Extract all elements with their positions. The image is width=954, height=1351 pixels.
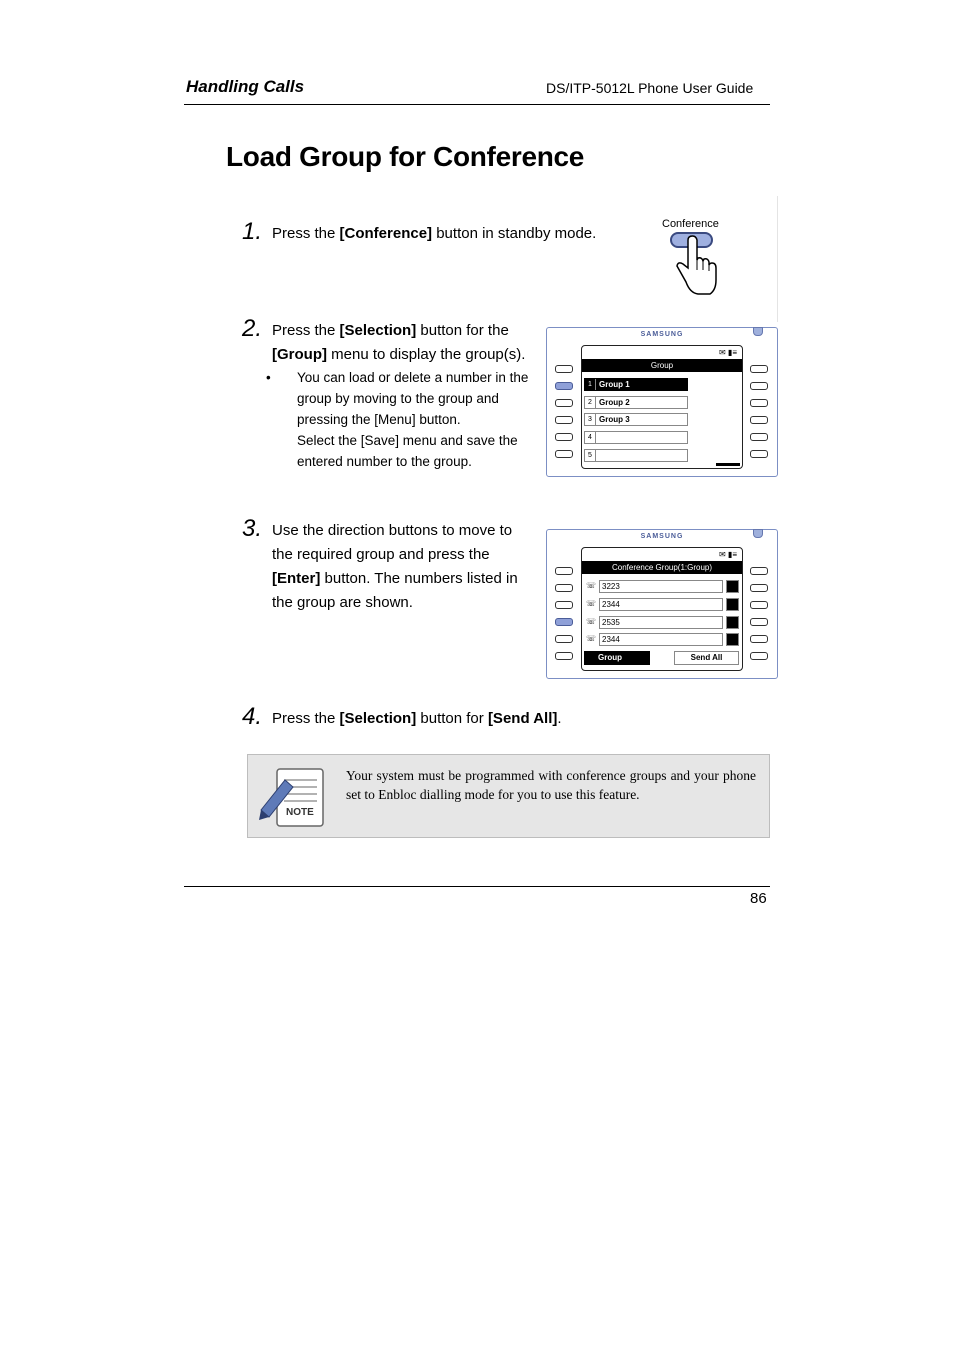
right-soft-button[interactable] [750, 365, 768, 373]
right-soft-button[interactable] [750, 567, 768, 575]
section-title: Handling Calls [186, 77, 305, 96]
left-soft-button[interactable] [555, 618, 573, 626]
page-title: Load Group for Conference [226, 141, 585, 172]
number-row[interactable]: 2344 [599, 633, 723, 646]
phone-display-group [546, 327, 778, 477]
right-soft-button[interactable] [750, 399, 768, 407]
conference-button-illustration [650, 216, 740, 300]
phone-book-icon: ☏ [586, 617, 597, 626]
phone-book-icon: ☏ [586, 599, 597, 608]
status-icons: ✉ ▮≡ [719, 348, 737, 357]
left-soft-button[interactable] [555, 382, 573, 390]
left-soft-button[interactable] [555, 416, 573, 424]
lcd-screen [581, 345, 743, 469]
bullet-dot: • [266, 370, 271, 385]
led-indicator [753, 529, 763, 538]
check-box[interactable] [726, 633, 739, 646]
number-row[interactable]: 2344 [599, 598, 723, 611]
right-soft-button[interactable] [750, 652, 768, 660]
lcd-screen [581, 547, 743, 671]
number-row[interactable]: 3223 [599, 580, 723, 593]
left-soft-button[interactable] [555, 433, 573, 441]
step-3-text: Use the direction buttons to move to the required group and press the [Enter] button. The numbers listed in the group are shown. [272, 522, 518, 611]
hand-press-icon [650, 230, 740, 300]
group-row[interactable]: 1 Group 1 [584, 378, 688, 391]
right-soft-button[interactable] [750, 601, 768, 609]
conference-button-label: Conference [662, 218, 719, 230]
header-divider [184, 104, 770, 105]
number-row[interactable]: 2535 [599, 616, 723, 629]
page-number: 86 [750, 890, 767, 907]
step-4-text: Press the [Selection] button for [Send All]. [272, 710, 562, 727]
footer-divider [184, 886, 770, 887]
softkey-group[interactable]: Group [584, 651, 650, 665]
illustration-edge [777, 196, 778, 322]
left-soft-button[interactable] [555, 584, 573, 592]
phone-book-icon: ☏ [586, 581, 597, 590]
status-icons: ✉ ▮≡ [719, 550, 737, 559]
screen-title: Conference Group(1:Group) [582, 561, 742, 574]
brand-logo: SAMSUNG [640, 533, 684, 540]
left-soft-button[interactable] [555, 365, 573, 373]
left-soft-button[interactable] [555, 652, 573, 660]
check-box[interactable] [726, 616, 739, 629]
note-icon-label: NOTE [286, 807, 314, 818]
step-2-text: Press the [Selection] button for the [Group] menu to display the group(s). [272, 322, 526, 363]
group-row[interactable]: 4 [584, 431, 688, 444]
right-soft-button[interactable] [750, 618, 768, 626]
brand-logo: SAMSUNG [640, 331, 684, 338]
softkey-send-all[interactable]: Send All [674, 651, 739, 665]
check-box[interactable] [726, 580, 739, 593]
step-3-number: 3. [242, 515, 263, 542]
left-soft-button[interactable] [555, 399, 573, 407]
screen-title: Group [582, 359, 742, 372]
right-soft-button[interactable] [750, 584, 768, 592]
left-soft-button[interactable] [555, 601, 573, 609]
right-soft-button[interactable] [750, 450, 768, 458]
right-soft-button[interactable] [750, 382, 768, 390]
group-row[interactable]: 2 Group 2 [584, 396, 688, 409]
group-row[interactable]: 5 [584, 449, 688, 462]
led-indicator [753, 327, 763, 336]
right-soft-button[interactable] [750, 433, 768, 441]
step-1-text: Press the [Conference] button in standby mode. [272, 225, 597, 242]
right-soft-button[interactable] [750, 416, 768, 424]
left-soft-button[interactable] [555, 567, 573, 575]
note-text: Your system must be programmed with conference groups and your phone set to Enbloc dialling mode for you to use this feature. [346, 768, 756, 802]
step-2-number: 2. [242, 315, 263, 342]
scroll-indicator [716, 463, 740, 466]
phone-display-conference-group [546, 529, 778, 679]
step-2-bullet: You can load or delete a number in the group by moving to the group and pressing the [Menu] button. Select the [Save] menu and save the entered number to the group. [297, 370, 529, 469]
check-box[interactable] [726, 598, 739, 611]
guide-title: DS/ITP-5012L Phone User Guide [546, 80, 754, 96]
left-soft-button[interactable] [555, 635, 573, 643]
step-4-number: 4. [242, 703, 263, 730]
note-icon [257, 766, 327, 828]
right-soft-button[interactable] [750, 635, 768, 643]
left-soft-button[interactable] [555, 450, 573, 458]
phone-book-icon: ☏ [586, 634, 597, 643]
group-row[interactable]: 3 Group 3 [584, 413, 688, 426]
step-1-number: 1. [242, 218, 263, 245]
